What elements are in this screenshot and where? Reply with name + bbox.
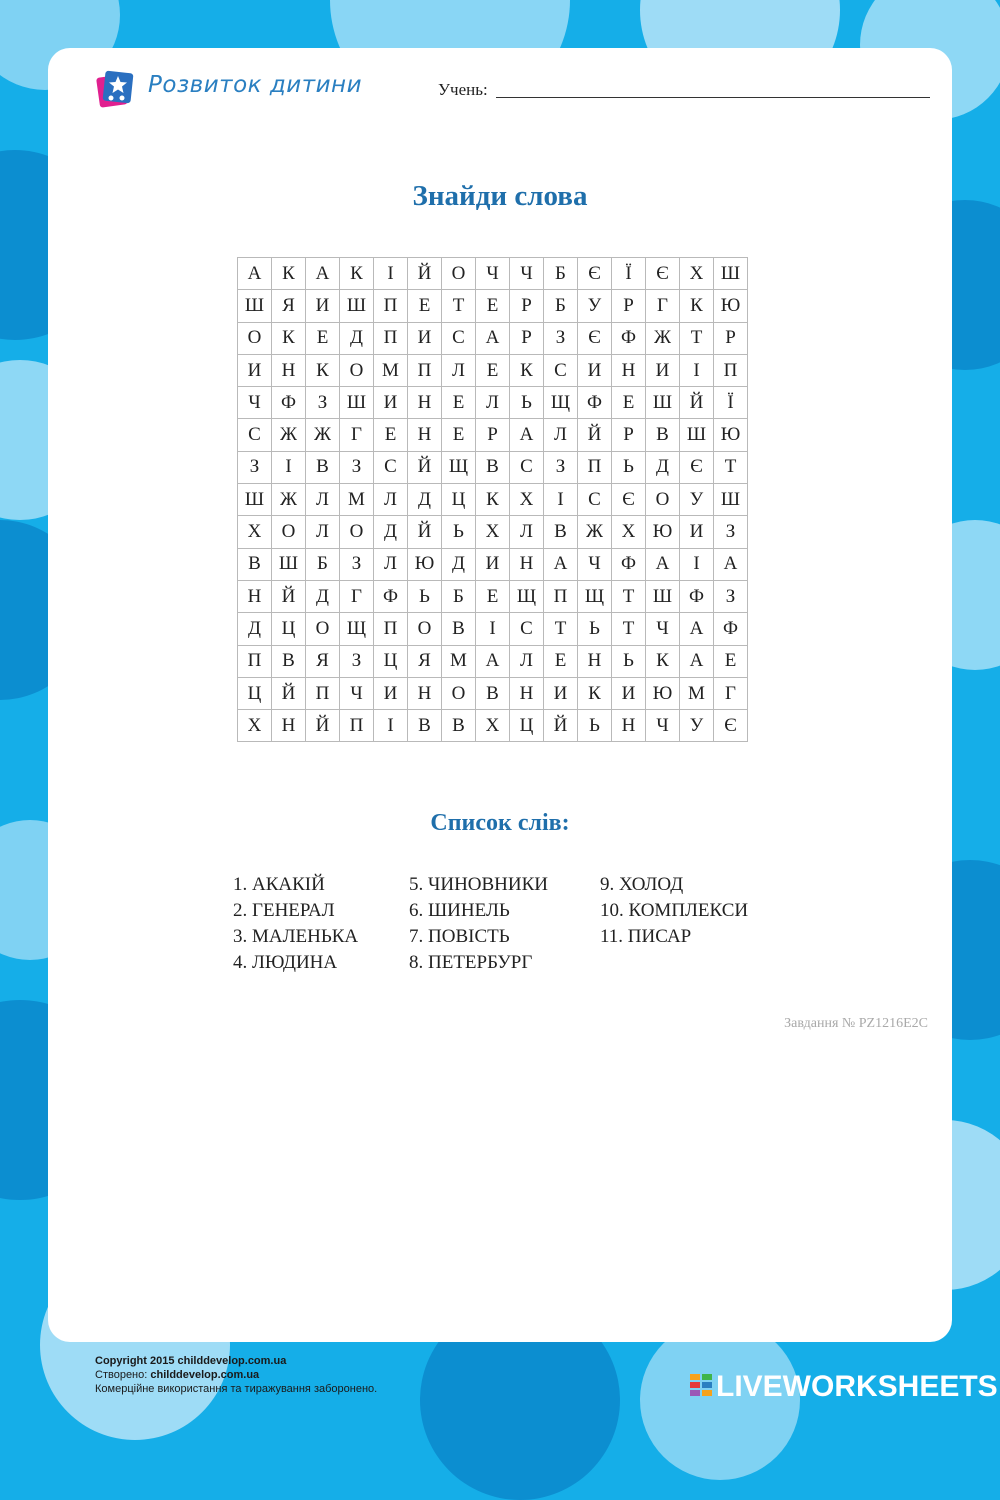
word-list-item: 11. ПИСАР xyxy=(600,926,692,947)
grid-cell[interactable]: Ж xyxy=(272,484,306,516)
student-label: Учень: xyxy=(438,80,488,99)
grid-cell[interactable]: С xyxy=(510,613,544,645)
grid-row xyxy=(238,484,748,516)
grid-cell[interactable]: М xyxy=(442,645,476,677)
logo xyxy=(96,68,363,112)
grid-cell[interactable]: О xyxy=(442,258,476,290)
grid-cell[interactable]: Й xyxy=(578,419,612,451)
grid-cell[interactable]: Й xyxy=(272,677,306,709)
grid-cell[interactable]: Ш xyxy=(238,290,272,322)
word-list-item: 7. ПОВІСТЬ xyxy=(409,926,510,947)
grid-cell[interactable]: А xyxy=(476,645,510,677)
grid-cell[interactable]: А xyxy=(646,548,680,580)
grid-cell[interactable]: Д xyxy=(442,548,476,580)
grid-cell[interactable]: Г xyxy=(340,419,374,451)
grid-cell[interactable]: И xyxy=(544,677,578,709)
grid-cell[interactable]: Ю xyxy=(646,516,680,548)
grid-cell[interactable]: В xyxy=(442,613,476,645)
grid-cell[interactable]: А xyxy=(510,419,544,451)
grid-cell[interactable]: Ц xyxy=(510,710,544,742)
grid-cell[interactable]: И xyxy=(374,387,408,419)
grid-cell[interactable]: Ї xyxy=(714,387,748,419)
grid-cell[interactable]: А xyxy=(714,548,748,580)
grid-cell[interactable]: Е xyxy=(714,645,748,677)
grid-cell[interactable]: С xyxy=(544,354,578,386)
grid-cell[interactable]: Щ xyxy=(340,613,374,645)
grid-cell[interactable]: Г xyxy=(646,290,680,322)
grid-cell[interactable]: А xyxy=(680,645,714,677)
grid-cell[interactable]: Й xyxy=(680,387,714,419)
grid-cell[interactable]: Ш xyxy=(646,580,680,612)
grid-cell[interactable]: О xyxy=(646,484,680,516)
grid-cell[interactable]: Н xyxy=(510,677,544,709)
grid-row xyxy=(238,613,748,645)
grid-cell[interactable]: Є xyxy=(612,484,646,516)
grid-cell[interactable]: А xyxy=(544,548,578,580)
footer xyxy=(95,1354,377,1396)
grid-cell[interactable]: О xyxy=(238,322,272,354)
grid-cell[interactable]: Ж xyxy=(578,516,612,548)
grid-cell[interactable]: Ф xyxy=(680,580,714,612)
grid-cell[interactable]: Є xyxy=(646,258,680,290)
grid-cell[interactable]: К xyxy=(578,677,612,709)
grid-cell[interactable]: З xyxy=(238,451,272,483)
grid-cell[interactable]: Д xyxy=(340,322,374,354)
grid-cell[interactable]: И xyxy=(680,516,714,548)
grid-cell[interactable]: З xyxy=(340,451,374,483)
liveworksheets-watermark[interactable] xyxy=(690,1370,998,1410)
grid-cell[interactable]: Е xyxy=(476,290,510,322)
grid-cell[interactable]: М xyxy=(340,484,374,516)
liveworksheets-text: LIVEWORKSHEETS xyxy=(716,1370,998,1403)
student-name-line[interactable] xyxy=(496,97,930,98)
grid-cell[interactable]: Ф xyxy=(612,548,646,580)
grid-cell[interactable]: Ь xyxy=(408,580,442,612)
grid-cell[interactable]: Л xyxy=(374,484,408,516)
grid-cell[interactable]: К xyxy=(272,258,306,290)
grid-row xyxy=(238,451,748,483)
grid-cell[interactable]: Х xyxy=(238,710,272,742)
grid-cell[interactable]: І xyxy=(374,710,408,742)
grid-cell[interactable]: Ь xyxy=(578,613,612,645)
grid-cell[interactable]: Т xyxy=(680,322,714,354)
star-children-logo-icon xyxy=(96,68,136,110)
grid-cell[interactable]: Е xyxy=(408,290,442,322)
grid-cell[interactable]: А xyxy=(680,613,714,645)
word-search-grid xyxy=(237,257,748,742)
grid-cell[interactable]: Б xyxy=(544,258,578,290)
word-list-item: 3. МАЛЕНЬКА xyxy=(233,926,359,947)
grid-cell[interactable]: П xyxy=(374,322,408,354)
grid-cell[interactable]: Р xyxy=(714,322,748,354)
grid-cell[interactable]: Н xyxy=(408,677,442,709)
footer-created-label: Створено: xyxy=(95,1369,151,1381)
grid-cell[interactable]: Я xyxy=(306,645,340,677)
grid-cell[interactable]: Л xyxy=(510,516,544,548)
grid-cell[interactable]: Ч xyxy=(646,710,680,742)
grid-cell[interactable]: И xyxy=(238,354,272,386)
word-list-column-1 xyxy=(233,872,358,976)
grid-cell[interactable]: Ь xyxy=(442,516,476,548)
grid-cell[interactable]: О xyxy=(272,516,306,548)
grid-cell[interactable]: Ю xyxy=(646,677,680,709)
grid-cell[interactable]: Ж xyxy=(306,419,340,451)
grid-cell[interactable]: Ю xyxy=(408,548,442,580)
grid-cell[interactable]: Е xyxy=(306,322,340,354)
grid-cell[interactable]: Ф xyxy=(578,387,612,419)
grid-cell[interactable]: В xyxy=(442,710,476,742)
grid-cell[interactable]: В xyxy=(646,419,680,451)
grid-cell[interactable]: Й xyxy=(408,258,442,290)
grid-cell[interactable]: Ш xyxy=(646,387,680,419)
grid-cell[interactable]: В xyxy=(544,516,578,548)
grid-cell[interactable]: К xyxy=(476,484,510,516)
grid-cell[interactable]: З xyxy=(340,548,374,580)
grid-row xyxy=(238,580,748,612)
grid-row xyxy=(238,419,748,451)
grid-cell[interactable]: О xyxy=(408,613,442,645)
grid-cell[interactable]: Д xyxy=(374,516,408,548)
grid-cell[interactable]: І xyxy=(374,258,408,290)
grid-cell[interactable]: Ш xyxy=(340,387,374,419)
grid-cell[interactable]: Д xyxy=(408,484,442,516)
grid-cell[interactable]: Ч xyxy=(238,387,272,419)
grid-cell[interactable]: И xyxy=(476,548,510,580)
grid-cell[interactable]: Р xyxy=(612,290,646,322)
grid-cell[interactable]: О xyxy=(340,354,374,386)
grid-cell[interactable]: З xyxy=(306,387,340,419)
grid-cell[interactable]: А xyxy=(306,258,340,290)
word-list-column-3 xyxy=(600,872,748,950)
grid-cell[interactable]: Н xyxy=(612,710,646,742)
grid-cell[interactable]: В xyxy=(408,710,442,742)
word-list-item: 1. АКАКІЙ xyxy=(233,874,325,895)
grid-cell[interactable]: Ю xyxy=(714,290,748,322)
word-list-item: 9. ХОЛОД xyxy=(600,874,684,895)
grid-cell[interactable]: Щ xyxy=(510,580,544,612)
grid-cell[interactable]: Ф xyxy=(374,580,408,612)
grid-cell[interactable]: И xyxy=(578,354,612,386)
grid-cell[interactable]: І xyxy=(680,354,714,386)
grid-cell[interactable]: Г xyxy=(714,677,748,709)
grid-cell[interactable]: Ш xyxy=(340,290,374,322)
grid-cell[interactable]: Р xyxy=(476,419,510,451)
grid-cell[interactable]: Х xyxy=(238,516,272,548)
grid-cell[interactable]: І xyxy=(476,613,510,645)
grid-cell[interactable]: Б xyxy=(306,548,340,580)
grid-cell[interactable]: Є xyxy=(680,451,714,483)
grid-cell[interactable]: Л xyxy=(442,354,476,386)
grid-cell[interactable]: П xyxy=(374,613,408,645)
grid-cell[interactable]: Т xyxy=(442,290,476,322)
grid-cell[interactable]: П xyxy=(238,645,272,677)
grid-cell[interactable]: Є xyxy=(714,710,748,742)
grid-cell[interactable]: Ш xyxy=(714,258,748,290)
grid-cell[interactable]: Я xyxy=(272,290,306,322)
grid-cell[interactable]: П xyxy=(374,290,408,322)
grid-cell[interactable]: Ь xyxy=(612,451,646,483)
grid-cell[interactable]: А xyxy=(476,322,510,354)
grid-cell[interactable]: З xyxy=(544,322,578,354)
grid-cell[interactable]: Ї xyxy=(612,258,646,290)
grid-cell[interactable]: У xyxy=(578,290,612,322)
grid-cell[interactable]: Т xyxy=(544,613,578,645)
grid-cell[interactable]: С xyxy=(578,484,612,516)
grid-cell[interactable]: И xyxy=(374,677,408,709)
grid-cell[interactable]: Щ xyxy=(578,580,612,612)
grid-row xyxy=(238,516,748,548)
grid-cell[interactable]: С xyxy=(442,322,476,354)
grid-cell[interactable]: З xyxy=(340,645,374,677)
grid-cell[interactable]: Л xyxy=(544,419,578,451)
grid-cell[interactable]: В xyxy=(476,451,510,483)
grid-cell[interactable]: М xyxy=(374,354,408,386)
grid-cell[interactable]: В xyxy=(238,548,272,580)
word-list-item: 6. ШИНЕЛЬ xyxy=(409,900,510,921)
grid-cell[interactable]: Л xyxy=(306,516,340,548)
grid-cell[interactable]: Ф xyxy=(272,387,306,419)
grid-cell[interactable]: Х xyxy=(510,484,544,516)
grid-cell[interactable]: Н xyxy=(408,387,442,419)
grid-cell[interactable]: Л xyxy=(306,484,340,516)
grid-cell[interactable]: Е xyxy=(442,419,476,451)
grid-cell[interactable]: Щ xyxy=(442,451,476,483)
grid-cell[interactable]: Ч xyxy=(476,258,510,290)
grid-cell[interactable]: І xyxy=(544,484,578,516)
grid-cell[interactable]: Ч xyxy=(340,677,374,709)
grid-cell[interactable]: Е xyxy=(544,645,578,677)
grid-cell[interactable]: Т xyxy=(612,580,646,612)
grid-cell[interactable]: Є xyxy=(578,322,612,354)
grid-cell[interactable]: Ь xyxy=(612,645,646,677)
grid-cell[interactable]: Д xyxy=(238,613,272,645)
grid-cell[interactable]: Ц xyxy=(238,677,272,709)
grid-cell[interactable]: Х xyxy=(476,710,510,742)
grid-cell[interactable]: Б xyxy=(544,290,578,322)
grid-cell[interactable]: Н xyxy=(510,548,544,580)
grid-cell[interactable]: П xyxy=(340,710,374,742)
grid-cell[interactable]: Ц xyxy=(442,484,476,516)
footer-copyright: Copyright 2015 childdevelop.com.ua xyxy=(95,1355,287,1367)
grid-cell[interactable]: Ц xyxy=(374,645,408,677)
grid-cell[interactable]: Р xyxy=(612,419,646,451)
grid-row xyxy=(238,258,748,290)
grid-cell[interactable]: С xyxy=(238,419,272,451)
grid-cell[interactable]: О xyxy=(340,516,374,548)
grid-cell[interactable]: З xyxy=(714,580,748,612)
footer-notice: Комерційне використання та тиражування заборонено. xyxy=(95,1383,378,1395)
grid-cell[interactable]: Ф xyxy=(714,613,748,645)
grid-cell[interactable]: Х xyxy=(680,258,714,290)
grid-cell[interactable]: П xyxy=(544,580,578,612)
grid-cell[interactable]: П xyxy=(306,677,340,709)
liveworksheets-logo-icon xyxy=(690,1374,712,1402)
grid-cell[interactable]: Ь xyxy=(510,387,544,419)
grid-cell[interactable]: Х xyxy=(612,516,646,548)
grid-cell[interactable]: Л xyxy=(374,548,408,580)
grid-cell[interactable]: Й xyxy=(408,451,442,483)
grid-row xyxy=(238,322,748,354)
grid-cell[interactable]: Ч xyxy=(578,548,612,580)
page-title: Знайди слова xyxy=(412,180,588,212)
grid-cell[interactable]: Е xyxy=(442,387,476,419)
footer-created-link[interactable]: childdevelop.com.ua xyxy=(150,1369,260,1381)
grid-cell[interactable]: Й xyxy=(544,710,578,742)
grid-cell[interactable]: О xyxy=(442,677,476,709)
grid-cell[interactable]: І xyxy=(272,451,306,483)
grid-cell[interactable]: Щ xyxy=(544,387,578,419)
grid-row xyxy=(238,645,748,677)
grid-cell[interactable]: В xyxy=(272,645,306,677)
grid-cell[interactable]: Ж xyxy=(272,419,306,451)
grid-cell[interactable]: Д xyxy=(306,580,340,612)
grid-cell[interactable]: К xyxy=(510,354,544,386)
grid-cell[interactable]: К xyxy=(680,290,714,322)
grid-cell[interactable]: Ц xyxy=(272,613,306,645)
grid-cell[interactable]: Н xyxy=(408,419,442,451)
grid-cell[interactable]: Ю xyxy=(714,419,748,451)
grid-cell[interactable]: І xyxy=(680,548,714,580)
grid-cell[interactable]: П xyxy=(578,451,612,483)
grid-row xyxy=(238,710,748,742)
word-list-title: Список слів: xyxy=(430,810,570,836)
grid-cell[interactable]: Р xyxy=(510,322,544,354)
grid-cell[interactable]: Л xyxy=(476,387,510,419)
grid-cell[interactable]: Я xyxy=(408,645,442,677)
grid-cell[interactable]: Ч xyxy=(646,613,680,645)
grid-cell[interactable]: В xyxy=(306,451,340,483)
grid-cell[interactable]: Й xyxy=(272,580,306,612)
grid-cell[interactable]: Ф xyxy=(612,322,646,354)
grid-cell[interactable]: Р xyxy=(510,290,544,322)
grid-cell[interactable]: К xyxy=(340,258,374,290)
grid-cell[interactable]: Л xyxy=(510,645,544,677)
grid-cell[interactable]: С xyxy=(374,451,408,483)
grid-cell[interactable]: Н xyxy=(272,710,306,742)
grid-row xyxy=(238,354,748,386)
grid-cell[interactable]: Й xyxy=(408,516,442,548)
grid-cell[interactable]: Ш xyxy=(272,548,306,580)
grid-cell[interactable]: Т xyxy=(612,613,646,645)
grid-cell[interactable]: Ш xyxy=(714,484,748,516)
grid-cell[interactable]: Н xyxy=(238,580,272,612)
word-list-column-2 xyxy=(409,872,548,976)
grid-cell[interactable]: Е xyxy=(374,419,408,451)
grid-cell[interactable]: И xyxy=(306,290,340,322)
grid-cell[interactable]: Г xyxy=(340,580,374,612)
grid-cell[interactable]: П xyxy=(714,354,748,386)
grid-cell[interactable]: У xyxy=(680,710,714,742)
student-name-field[interactable] xyxy=(438,80,930,102)
grid-cell[interactable]: Ь xyxy=(578,710,612,742)
word-list-item: 2. ГЕНЕРАЛ xyxy=(233,900,335,921)
grid-cell[interactable]: И xyxy=(646,354,680,386)
grid-cell[interactable]: Е xyxy=(476,354,510,386)
grid-cell[interactable]: Ч xyxy=(510,258,544,290)
grid-cell[interactable]: Н xyxy=(612,354,646,386)
word-list-item: 10. КОМПЛЕКСИ xyxy=(600,900,749,921)
grid-cell[interactable]: Н xyxy=(272,354,306,386)
grid-cell[interactable]: З xyxy=(714,516,748,548)
grid-cell[interactable]: Ш xyxy=(238,484,272,516)
grid-cell[interactable]: Ш xyxy=(680,419,714,451)
logo-text: Розвиток дитини xyxy=(148,72,363,98)
grid-cell[interactable]: И xyxy=(408,322,442,354)
word-list-item: 4. ЛЮДИНА xyxy=(233,952,338,973)
grid-cell[interactable]: У xyxy=(680,484,714,516)
grid-cell[interactable]: Й xyxy=(306,710,340,742)
grid-row xyxy=(238,677,748,709)
grid-cell[interactable]: В xyxy=(476,677,510,709)
grid-cell[interactable]: Б xyxy=(442,580,476,612)
grid-cell[interactable]: К xyxy=(306,354,340,386)
grid-cell[interactable]: Н xyxy=(578,645,612,677)
grid-cell[interactable]: К xyxy=(646,645,680,677)
grid-cell[interactable]: Є xyxy=(578,258,612,290)
grid-row xyxy=(238,290,748,322)
grid-cell[interactable]: Д xyxy=(646,451,680,483)
grid-cell[interactable]: Т xyxy=(714,451,748,483)
grid-cell[interactable]: П xyxy=(408,354,442,386)
grid-cell[interactable]: А xyxy=(238,258,272,290)
grid-cell[interactable]: М xyxy=(680,677,714,709)
grid-cell[interactable]: И xyxy=(612,677,646,709)
word-list-item: 5. ЧИНОВНИКИ xyxy=(409,874,549,895)
grid-cell[interactable]: Ж xyxy=(646,322,680,354)
grid-cell[interactable]: З xyxy=(544,451,578,483)
task-id: Завдання № PZ1216E2C xyxy=(784,1016,928,1031)
grid-cell[interactable]: К xyxy=(272,322,306,354)
grid-cell[interactable]: Е xyxy=(612,387,646,419)
word-list-item: 8. ПЕТЕРБУРГ xyxy=(409,952,533,973)
grid-cell[interactable]: С xyxy=(510,451,544,483)
grid-row xyxy=(238,387,748,419)
grid-cell[interactable]: Е xyxy=(476,580,510,612)
grid-row xyxy=(238,548,748,580)
grid-cell[interactable]: Х xyxy=(476,516,510,548)
grid-cell[interactable]: О xyxy=(306,613,340,645)
